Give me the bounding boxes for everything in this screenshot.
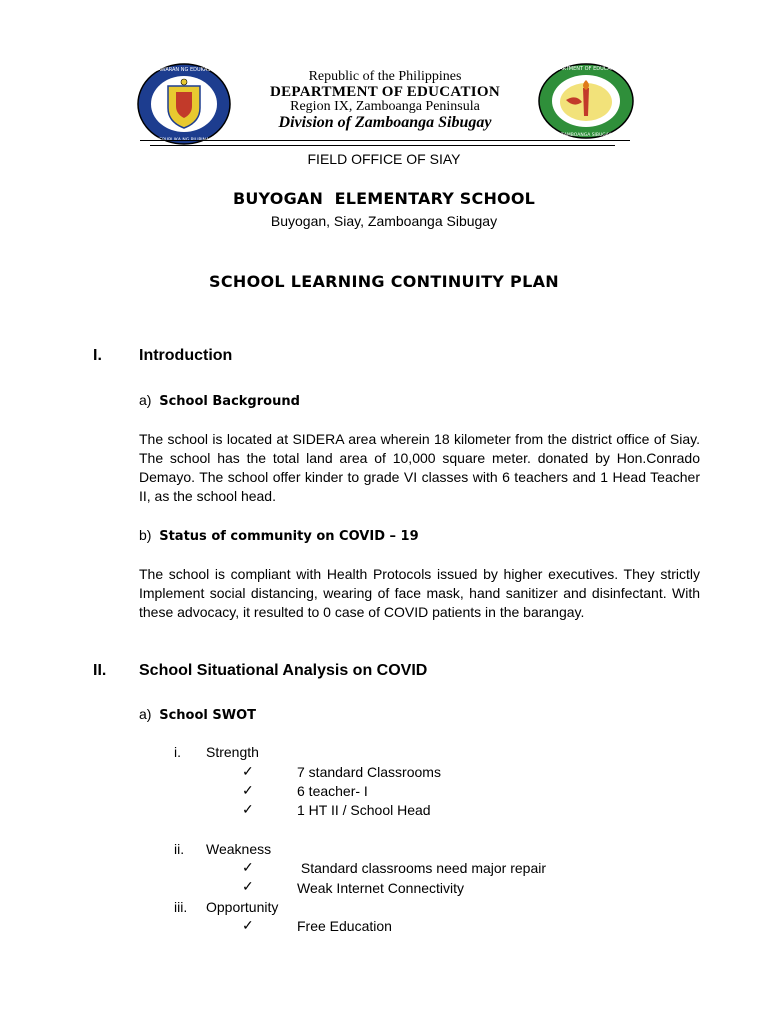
swot-numeral: iii. — [174, 899, 188, 915]
letterhead-republic: Republic of the Philippines — [308, 69, 462, 84]
right-seal-bottom: ZAMBOANGA SIBUGAY — [560, 133, 612, 138]
list-item: 1 HT II / School Head — [297, 802, 431, 818]
check-icon: ✓ — [242, 917, 254, 933]
section-number: I. — [93, 347, 102, 364]
section-number: II. — [93, 662, 107, 679]
letterhead — [240, 70, 530, 132]
letterhead-rule-thin — [150, 145, 615, 146]
paragraph-covid-status: The school is compliant with Health Protocols issued by higher executives. They strictly Implement social distancing, wearing of face mask, hand sanitizer and disinfectant. With these advocacy, it resulted to 0 case of COVID patients in the barangay. — [139, 566, 700, 620]
swot-numeral: i. — [174, 744, 181, 760]
list-item: 7 standard Classrooms — [297, 764, 441, 780]
left-seal-text: KAGAWARAN NG EDUKASYON — [147, 67, 221, 73]
subsection-title: School Background — [159, 394, 300, 409]
section-title: Introduction — [139, 347, 233, 364]
check-icon: ✓ — [242, 878, 254, 894]
division-seal-right — [536, 62, 636, 140]
school-name: BUYOGAN ELEMENTARY SCHOOL — [232, 189, 536, 208]
left-seal-bottom: REPUBLIKA NG PILIPINAS — [156, 138, 212, 143]
swot-numeral: ii. — [174, 841, 185, 857]
subsection-heading — [139, 392, 300, 409]
swot-label-opportunity: Opportunity — [206, 899, 279, 915]
check-icon: ✓ — [242, 859, 254, 875]
letterhead-region: Region IX, Zamboanga Peninsula — [290, 99, 480, 115]
section-title: School Situational Analysis on COVID — [139, 662, 428, 679]
subsection-marker: a) — [139, 392, 152, 408]
deped-seal-left — [134, 62, 234, 146]
school-address: Buyogan, Siay, Zamboanga Sibugay — [270, 213, 498, 229]
swot-label-weakness: Weakness — [206, 841, 272, 857]
subsection-marker: b) — [139, 527, 152, 543]
plan-title: SCHOOL LEARNING CONTINUITY PLAN — [209, 272, 559, 291]
subsection-title: School SWOT — [159, 708, 257, 723]
swot-label-strength: Strength — [206, 744, 259, 760]
letterhead-rule — [140, 140, 630, 141]
check-icon: ✓ — [242, 801, 254, 817]
list-item: Standard classrooms need major repair — [297, 860, 547, 876]
paragraph-school-background: The school is located at SIDERA area wherein 18 kilometer from the district office of Siay. The school has the total land area of 10,000 square meter. donated by Hon.Conrado Demayo. The school offer kinder to grade VI classes with 6 teachers and 1 Head Teacher II, as the school head. — [139, 431, 700, 504]
letterhead-department: DEPARTMENT OF EDUCATION — [270, 83, 500, 100]
letterhead-division: Division of Zamboanga Sibugay — [278, 114, 492, 132]
check-icon: ✓ — [242, 782, 254, 798]
list-item: Weak Internet Connectivity — [297, 880, 465, 896]
subsection-heading — [139, 527, 419, 544]
subsection-title: Status of community on COVID – 19 — [159, 529, 419, 544]
check-icon: ✓ — [242, 763, 254, 779]
right-seal-text: DEPARTMENT OF EDUCATION — [549, 66, 623, 72]
field-office: FIELD OFFICE OF SIAY — [307, 151, 461, 167]
list-item: Free Education — [297, 918, 392, 934]
subsection-marker: a) — [139, 706, 152, 722]
subsection-heading — [139, 706, 256, 723]
list-item: 6 teacher- I — [297, 783, 368, 799]
